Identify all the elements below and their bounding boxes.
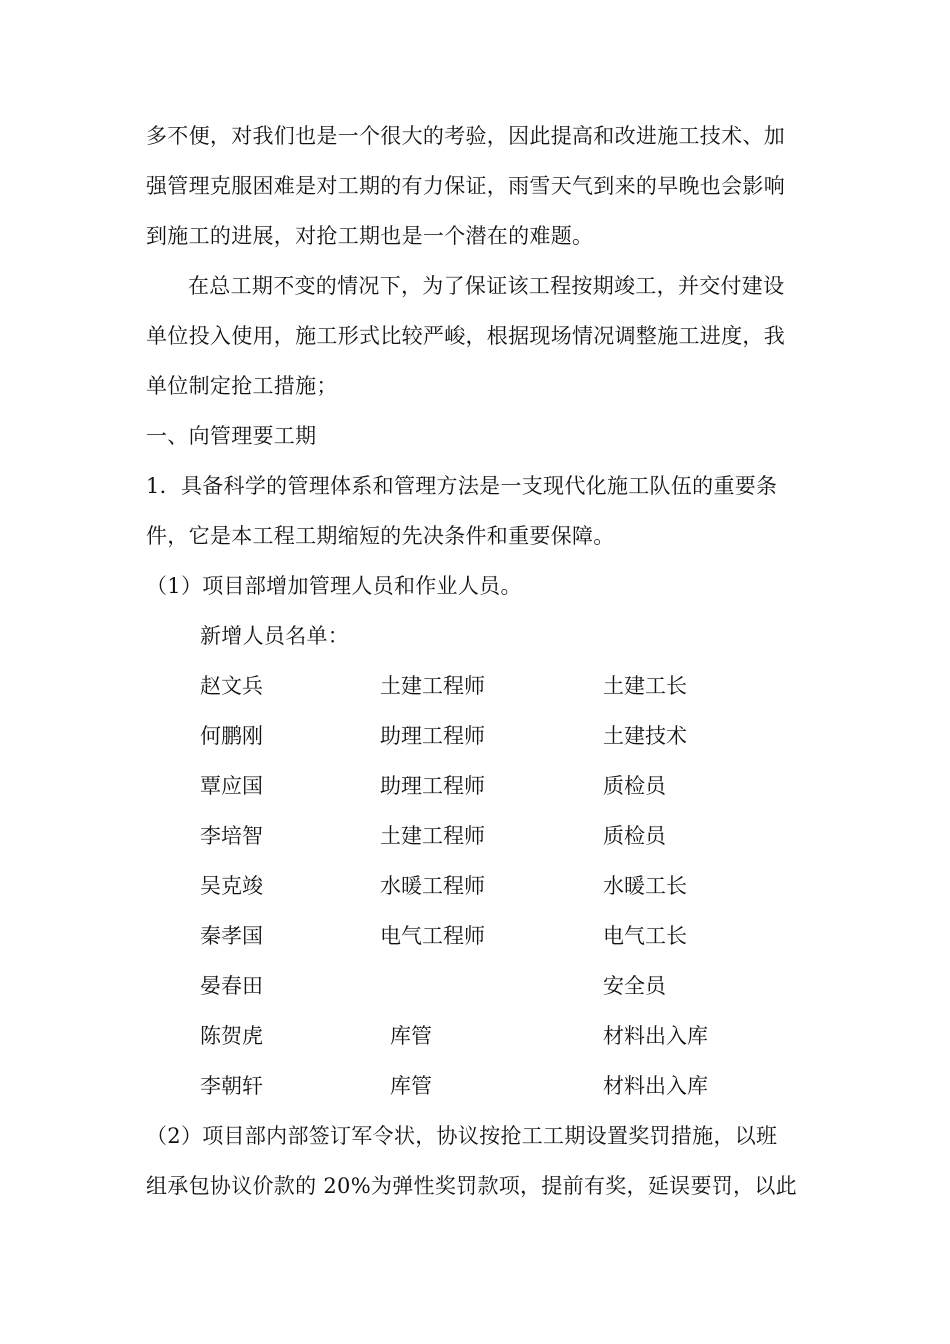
staff-role: 土建技术 <box>603 724 687 748</box>
item-1-line-2: 件，它是本工程工期缩短的先决条件和重要保障。 <box>146 524 615 548</box>
section-heading: 一、向管理要工期 <box>146 424 317 448</box>
item-1-line-1: 1．具备科学的管理体系和管理方法是一支现代化施工队伍的重要条 <box>146 474 778 498</box>
staff-name: 秦孝国 <box>200 924 263 948</box>
staff-role: 电气工长 <box>603 924 687 948</box>
staff-title: 土建工程师 <box>380 824 485 848</box>
staff-name: 李朝轩 <box>200 1074 263 1098</box>
staff-title: 助理工程师 <box>380 774 485 798</box>
sub-item-1: （1）项目部增加管理人员和作业人员。 <box>146 574 522 598</box>
paragraph-1-line-3: 到施工的进展，对抢工期也是一个潜在的难题。 <box>146 224 594 248</box>
staff-role: 材料出入库 <box>603 1024 708 1048</box>
staff-list-title: 新增人员名单： <box>200 624 350 648</box>
staff-title: 助理工程师 <box>380 724 485 748</box>
staff-name: 赵文兵 <box>200 674 263 698</box>
sub-item-2-line-2: 组承包协议价款的 20%为弹性奖罚款项，提前有奖，延误要罚，以此 <box>146 1174 797 1198</box>
paragraph-2-line-2: 单位投入使用，施工形式比较严峻，根据现场情况调整施工进度，我 <box>146 324 785 348</box>
staff-name: 吴克竣 <box>200 874 263 898</box>
paragraph-2-line-3: 单位制定抢工措施； <box>146 374 338 398</box>
paragraph-2-line-1: 在总工期不变的情况下，为了保证该工程按期竣工，并交付建设 <box>188 274 785 298</box>
staff-role: 安全员 <box>603 974 666 998</box>
staff-name: 李培智 <box>200 824 263 848</box>
staff-title: 水暖工程师 <box>380 874 485 898</box>
sub-item-2-line-1: （2）项目部内部签订军令状，协议按抢工工期设置奖罚措施，以班 <box>146 1124 778 1148</box>
staff-role: 材料出入库 <box>603 1074 708 1098</box>
staff-name: 陈贺虎 <box>200 1024 263 1048</box>
staff-name: 覃应国 <box>200 774 263 798</box>
staff-role: 质检员 <box>603 774 666 798</box>
staff-title: 电气工程师 <box>380 924 485 948</box>
staff-title: 库管 <box>390 1024 432 1048</box>
staff-title: 库管 <box>390 1074 432 1098</box>
paragraph-1-line-2: 强管理克服困难是对工期的有力保证，雨雪天气到来的早晚也会影响 <box>146 174 785 198</box>
paragraph-1-line-1: 多不便，对我们也是一个很大的考验，因此提高和改进施工技术、加 <box>146 124 785 148</box>
staff-title: 土建工程师 <box>380 674 485 698</box>
staff-role: 水暖工长 <box>603 874 687 898</box>
staff-role: 质检员 <box>603 824 666 848</box>
staff-name: 何鹏刚 <box>200 724 263 748</box>
staff-role: 土建工长 <box>603 674 687 698</box>
staff-name: 晏春田 <box>200 974 263 998</box>
